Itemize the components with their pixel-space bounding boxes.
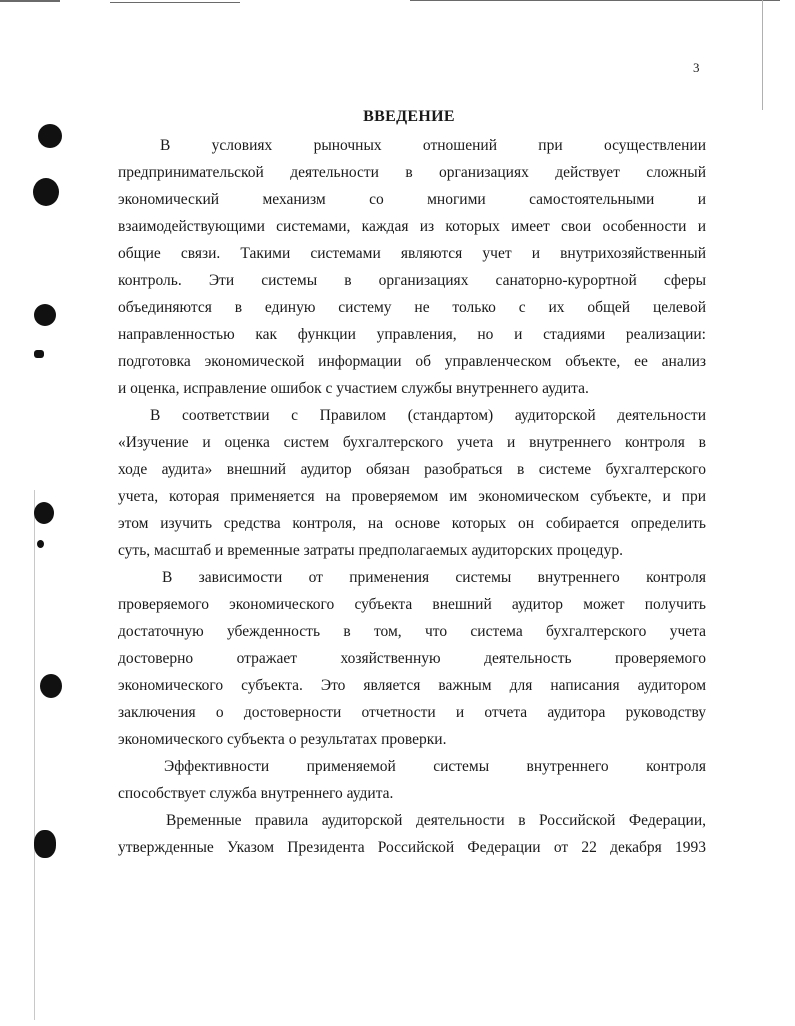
text-line: предпринимательской деятельности в организациях действует сложный (118, 164, 706, 181)
text-line: утвержденные Указом Президента Российской Федерации от 22 декабря 1993 (118, 839, 706, 856)
scan-edge-top (110, 2, 240, 3)
punch-hole-7 (40, 674, 62, 698)
text-line: направленностью как функции управления, но и стадиями реализации: (118, 326, 706, 343)
text-line: этом изучить средства контроля, на основе которых он собирается определить (118, 515, 706, 532)
text-line: В соответствии с Правилом (стандартом) аудиторской деятельности (150, 407, 706, 424)
text-line: и оценка, исправление ошибок с участием службы внутреннего аудита. (118, 380, 589, 397)
punch-hole-6 (37, 540, 44, 548)
punch-hole-5 (34, 502, 54, 524)
text-line: заключения о достоверности отчетности и отчета аудитора руководству (118, 704, 706, 721)
text-line: ходе аудита» внешний аудитор обязан разобраться в системе бухгалтерского (118, 461, 706, 478)
scan-edge-left (34, 490, 35, 1020)
punch-hole-1 (38, 124, 62, 148)
punch-hole-3 (34, 304, 56, 326)
punch-hole-8 (34, 830, 56, 858)
text-line: учета, которая применяется на проверяемом им экономическом субъекте, и при (118, 488, 706, 505)
text-line: контроль. Эти системы в организациях санаторно-курортной сферы (118, 272, 706, 289)
text-line: объединяются в единую систему не только с их общей целевой (118, 299, 706, 316)
text-line: суть, масштаб и временные затраты предполагаемых аудиторских процедур. (118, 542, 623, 559)
text-line: «Изучение и оценка систем бухгалтерского учета и внутреннего контроля в (118, 434, 706, 451)
punch-hole-4 (34, 350, 44, 358)
scan-edge-top-left (0, 0, 60, 2)
punch-hole-2 (33, 178, 59, 206)
text-line: Временные правила аудиторской деятельности в Российской Федерации, (166, 812, 706, 829)
text-line: достаточную убежденность в том, что система бухгалтерского учета (118, 623, 706, 640)
text-line: экономического субъекта. Это является важным для написания аудитором (118, 677, 706, 694)
text-line: Эффективности применяемой системы внутреннего контроля (164, 758, 706, 775)
scan-edge-top-right (410, 0, 780, 1)
text-line: проверяемого экономического субъекта внешний аудитор может получить (118, 596, 706, 613)
text-line: В зависимости от применения системы внутреннего контроля (162, 569, 706, 586)
text-line: экономический механизм со многими самостоятельными и (118, 191, 706, 208)
text-line: подготовка экономической информации об управленческом объекте, ее анализ (118, 353, 706, 370)
text-line: общие связи. Такими системами являются учет и внутрихозяйственный (118, 245, 706, 262)
text-line: В условиях рыночных отношений при осуществлении (160, 137, 706, 154)
page-number: 3 (693, 60, 700, 75)
page-title: ВВЕДЕНИЕ (363, 108, 455, 125)
scan-edge-right (762, 0, 763, 110)
text-line: способствует служба внутреннего аудита. (118, 785, 394, 802)
text-line: взаимодействующими системами, каждая из которых имеет свои особенности и (118, 218, 706, 235)
text-line: экономического субъекта о результатах проверки. (118, 731, 447, 748)
text-line: достоверно отражает хозяйственную деятельность проверяемого (118, 650, 706, 667)
